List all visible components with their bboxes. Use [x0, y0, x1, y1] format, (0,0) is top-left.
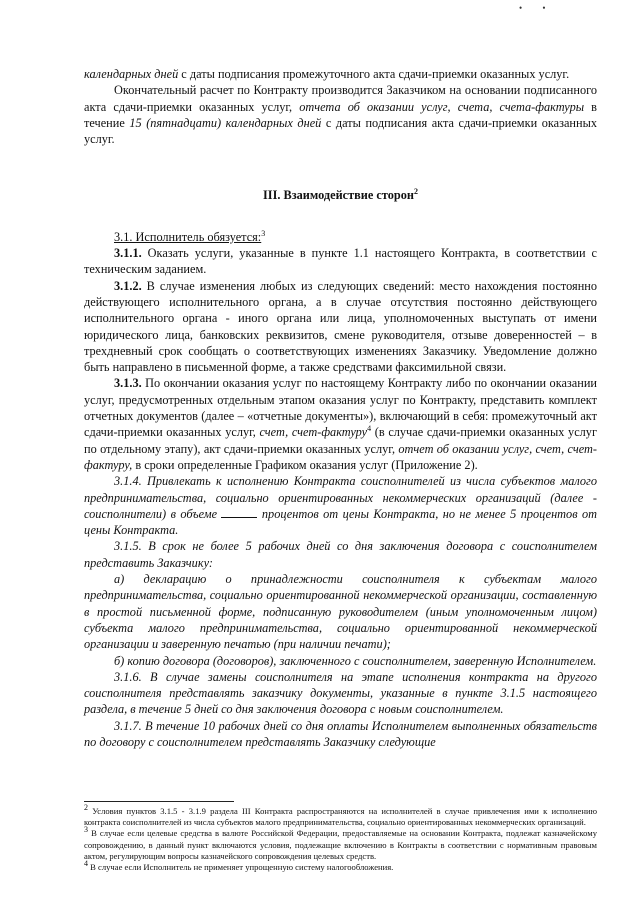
footnote-number: 2: [84, 803, 88, 813]
text: с даты подписания акта сдачи-приемки оказанных услуг.: [84, 115, 597, 147]
clause-title: 3.1. Исполнитель обязуется:: [114, 229, 262, 244]
clause-3-1: [84, 229, 597, 245]
footnote-3: [84, 825, 597, 862]
section-heading: [84, 187, 597, 203]
main-text: [84, 66, 597, 750]
blank-line: [221, 507, 257, 518]
clause-3-1-3: [84, 375, 597, 473]
clause-number: 3.1.2.: [114, 278, 142, 293]
text-italic: 15 (пятнадцати) календарных дней: [129, 115, 322, 130]
text-italic: календарных дней: [84, 67, 179, 81]
clause-3-1-2: [84, 278, 597, 376]
footnote-2: [84, 803, 597, 828]
heading-text: III. Взаимодействие сторон: [263, 188, 414, 203]
clause-3-1-5: 3.1.5. В срок не более 5 рабочих дней со дня заключения договора с соисполнителем представить Заказчику:: [84, 539, 597, 570]
footnote-text: В случае если Исполнитель не применяет упрощенную систему налогообложения.: [88, 862, 394, 873]
text: В случае изменения любых из следующих сведений: место нахождения постоянно действующего исполнительного органа, а в случае отсутствия постоянно действующего исполнительного органа - иного органа или лица, уполномоченных выступать от имени юридического лица, банковских реквизитов, смене руководителя, отзыве доверенностей – в трехдневный срок сообщать о соответствующих изменениях Заказчику. Уведомление должно быть направлено в письменной форме, а также средствами факсимильной связи.: [84, 278, 597, 375]
clause-3-1-4: [84, 473, 597, 538]
footnote-number: 4: [84, 859, 88, 869]
footnote-text: Условия пунктов 3.1.5 - 3.1.9 раздела III Контракта распространяются на исполнителей в случае привлечения ими к исполнению контракта соисполнителей из числа субъектов малого предпринимательства, социально ориентированных некоммерческих организаций.: [84, 806, 597, 828]
scan-marks: • •: [519, 3, 555, 13]
text: с даты подписания промежуточного акта сдачи-приемки оказанных услуг.: [178, 67, 570, 81]
paragraph-final-payment: [84, 82, 597, 147]
clause-number: 3.1.3.: [114, 376, 142, 391]
footnote-text: В случае если целевые средства в валюте Российской Федерации, предоставляемые на основании Контракта, подлежат казначейскому сопровождению, в данный пункт включаются условия, подлежащие включению в Контракты в соответствии с нормативным правовым актом, регулирующим вопросы казначейского сопровождения целевых средств.: [84, 828, 597, 861]
clause-3-1-5-b: б) копию договора (договоров), заключенного с соисполнителем, заверенную Исполнителем.: [114, 653, 597, 668]
text: Оказать услуги, указанные в пункте 1.1 настоящего Контракта, в соответствии с техническим заданием.: [84, 246, 597, 277]
footnote-separator: [84, 801, 234, 802]
text: в течение: [84, 99, 597, 130]
clause-3-1-1: [84, 245, 597, 278]
text: 3.1.4. Привлекать к исполнению Контракта соисполнителей из числа субъектов малого предпринимательства, социально ориентированных некоммерческих организаций (далее - соисполнители) в объеме: [84, 474, 597, 521]
footnote-ref: 3: [261, 228, 266, 238]
text-italic: отчет об оказании услуг, счет, счет-фактуру,: [84, 441, 597, 472]
text: По окончании оказания услуг по настоящему Контракту либо по окончании оказании услуг, предусмотренных отдельным этапом оказания услуг по Контракту, представить комплект отчетных документов (далее – «отчетные документы»), включающий в себя: промежуточный акт сдачи-приемки оказанных услуг,: [84, 376, 597, 440]
text: Окончательный расчет по Контракту производится Заказчиком на основании подписанного акта сдачи-приемки оказанных услуг,: [84, 83, 597, 114]
footnote-ref: 4: [367, 424, 372, 434]
text-italic: счет, счет-фактуру: [259, 425, 368, 440]
clause-3-1-5-a: а) декларацию о принадлежности соисполнителя к субъектам малого предпринимательства, социально ориентированной некоммерческой организации, составленную в простой письменной форме, подписанную руководителем (иным уполномоченным лицом) субъекта малого предпринимательства, социально ориентированной некоммерческой организации и заверенную печатью (при наличии печати);: [84, 572, 597, 652]
footnotes: [84, 803, 597, 873]
text: процентов от цены Контракта, но не менее 5 процентов от цены Контракта.: [84, 506, 597, 538]
clause-3-1-6: 3.1.6. В случае замены соисполнителя на этапе исполнения контракта на другого соисполнителя представлять заказчику документы, указанные в пункте 3.1.5 настоящего раздела, в течение 5 дней со дня заключения договора с новым соисполнителем.: [84, 669, 597, 717]
footnote-4: [84, 859, 597, 873]
footnote-ref: 2: [413, 187, 418, 197]
clause-number: 3.1.1.: [114, 246, 142, 261]
text: в сроки определенные Графиком оказания услуг (Приложение 2).: [132, 457, 478, 472]
text: (в случае сдачи-приемки оказанных услуг по отдельному этапу), акт сдачи-приемки оказанных услуг,: [84, 425, 597, 456]
footnote-number: 3: [84, 825, 88, 835]
clause-3-1-7: 3.1.7. В течение 10 рабочих дней со дня оплаты Исполнителем выполненных обязательств по договору с соисполнителем представлять Заказчику следующие: [84, 718, 597, 749]
text-italic: отчета об оказании услуг, счета, счета-фактуры: [299, 99, 585, 114]
paragraph-payment-intermediate: [84, 66, 597, 82]
